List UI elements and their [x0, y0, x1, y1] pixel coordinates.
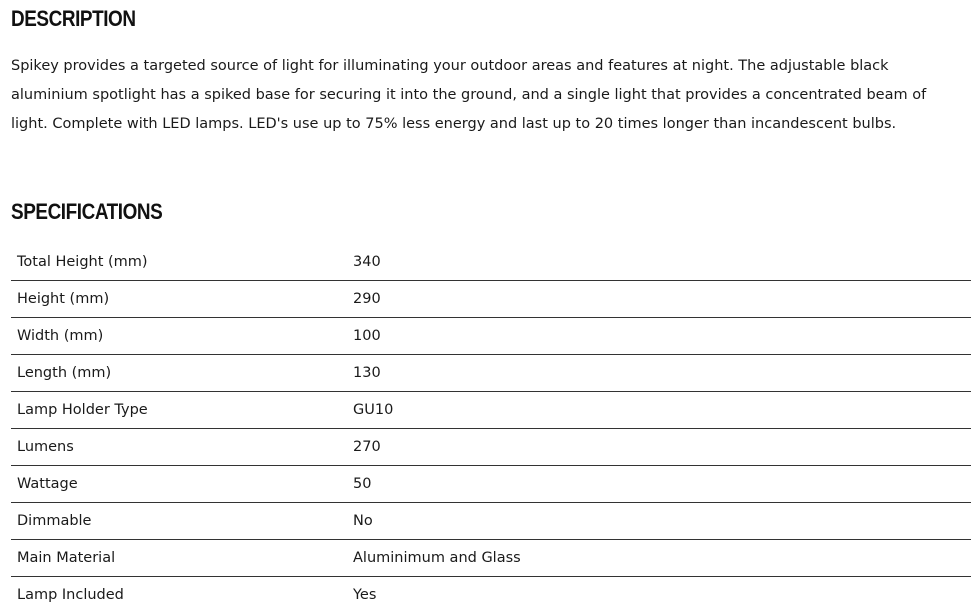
- spec-label: Length (mm): [11, 355, 353, 392]
- spec-label: Main Material: [11, 540, 353, 577]
- spec-value: 340: [353, 244, 971, 281]
- spec-row-length: [11, 355, 971, 392]
- spec-label: Lamp Holder Type: [11, 392, 353, 429]
- spec-label: Wattage: [11, 466, 353, 503]
- description-heading: DESCRIPTION: [11, 7, 136, 31]
- spec-label: Width (mm): [11, 318, 353, 355]
- spec-value: 100: [353, 318, 971, 355]
- spec-value: Yes: [353, 577, 971, 613]
- specifications-table: [11, 244, 971, 613]
- spec-label: Total Height (mm): [11, 244, 353, 281]
- spec-value: No: [353, 503, 971, 540]
- spec-label: Lamp Included: [11, 577, 353, 613]
- spec-label: Height (mm): [11, 281, 353, 318]
- spec-row-dimmable: [11, 503, 971, 540]
- spec-value: 130: [353, 355, 971, 392]
- spec-row-height: [11, 281, 971, 318]
- spec-label: Dimmable: [11, 503, 353, 540]
- spec-row-lamp-included: [11, 577, 971, 613]
- spec-value: 290: [353, 281, 971, 318]
- spec-value: Aluminimum and Glass: [353, 540, 971, 577]
- spec-row-width: [11, 318, 971, 355]
- spec-row-total-height: [11, 244, 971, 281]
- description-text: Spikey provides a targeted source of light for illuminating your outdoor areas and features at night. The adjustable black aluminium spotlight has a spiked base for securing it into the ground, and a single light that provides a concentrated beam of light. Complete with LED lamps. LED's use up to 75% less energy and last up to 20 times longer than incandescent bulbs.: [11, 52, 961, 139]
- spec-row-main-material: [11, 540, 971, 577]
- spec-row-wattage: [11, 466, 971, 503]
- spec-value: 50: [353, 466, 971, 503]
- spec-row-lumens: [11, 429, 971, 466]
- specifications-heading: SPECIFICATIONS: [11, 200, 162, 224]
- spec-label: Lumens: [11, 429, 353, 466]
- spec-value: 270: [353, 429, 971, 466]
- spec-value: GU10: [353, 392, 971, 429]
- spec-row-lamp-holder-type: [11, 392, 971, 429]
